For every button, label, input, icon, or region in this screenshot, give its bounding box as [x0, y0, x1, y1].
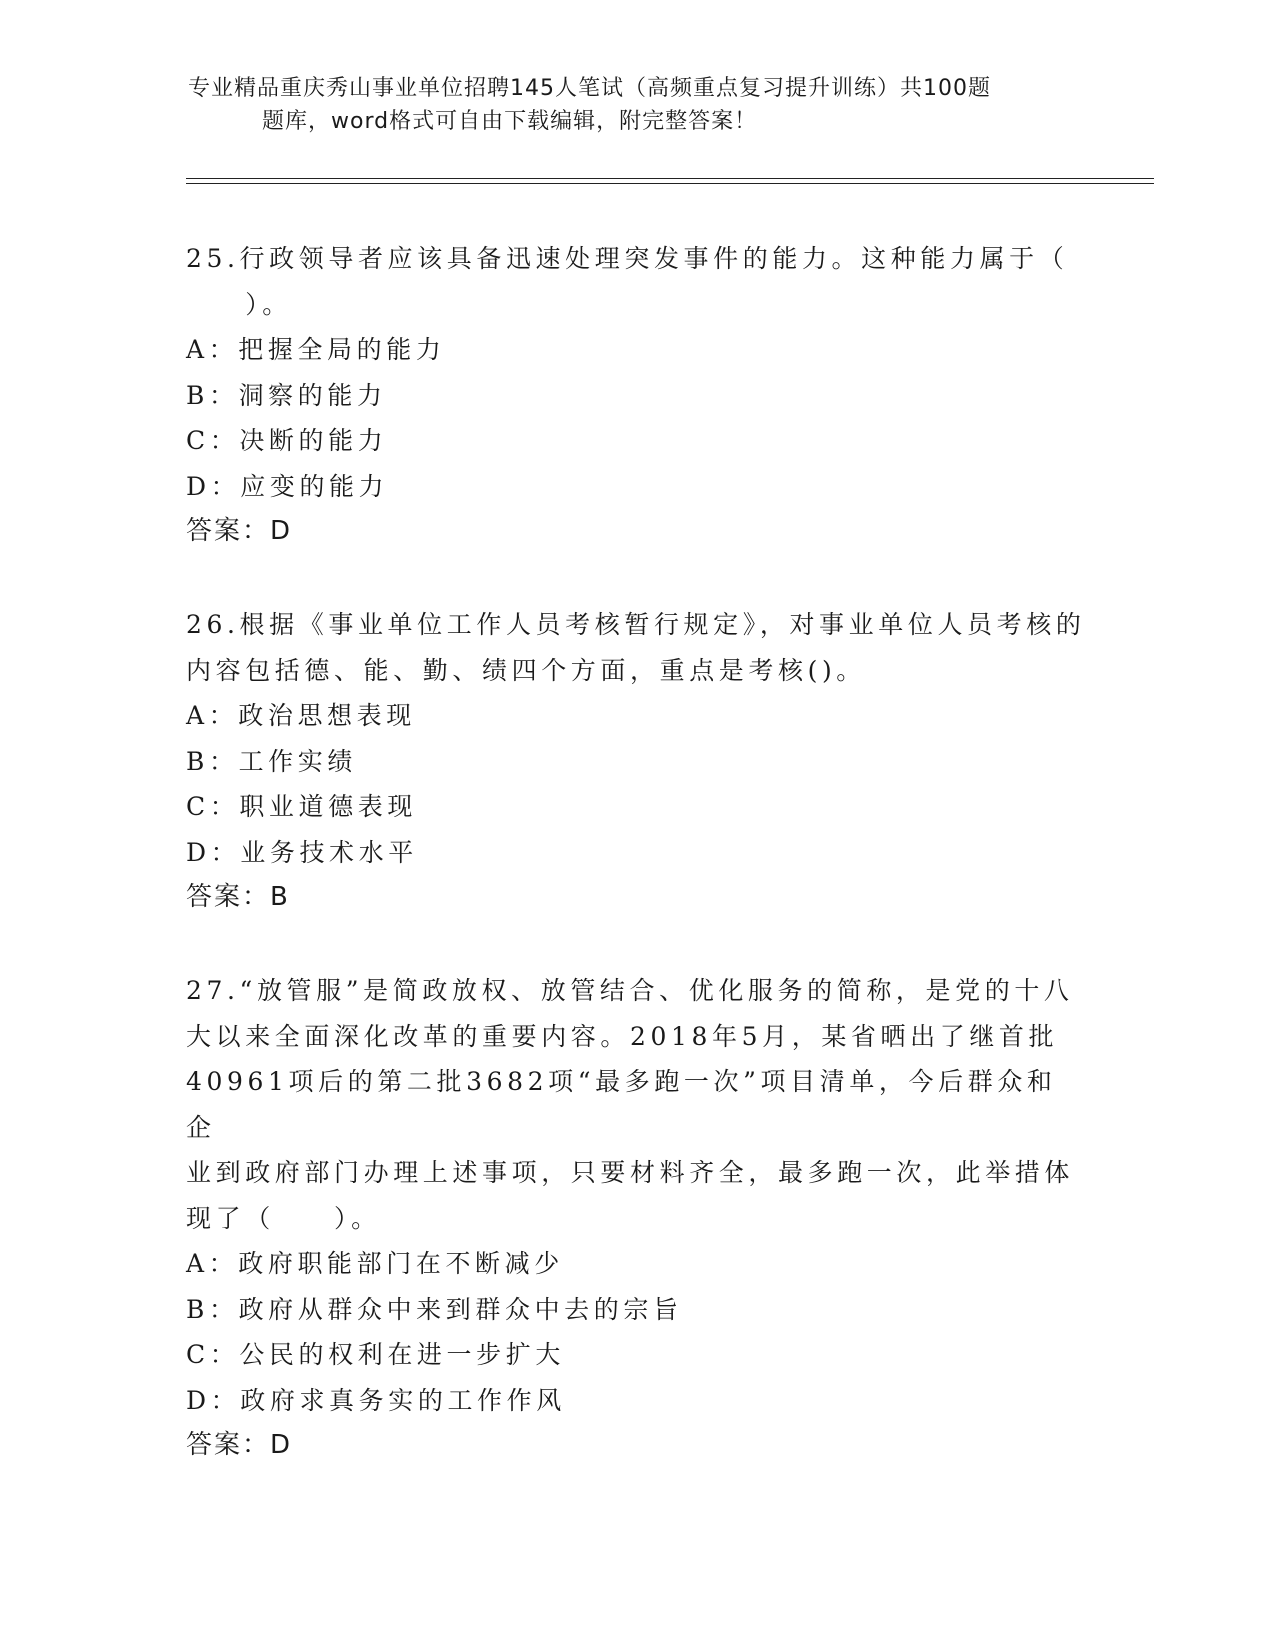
option-b: B：工作实绩 [186, 746, 357, 776]
option-a: A：政府职能部门在不断减少 [186, 1249, 564, 1278]
answer: 答案：D [186, 516, 293, 546]
header-title-line1: 专业精品重庆秀山事业单位招聘145人笔试（高频重点复习提升训练）共100题 [188, 76, 991, 101]
question-stem-line: 大以来全面深化改革的重要内容。2018年5月，某省晒出了继首批 [186, 1021, 1059, 1051]
option-d: D：业务技术水平 [186, 837, 418, 867]
question-stem-line: 现了（ ）。 [186, 1203, 381, 1233]
header-title-line2: 题库，word格式可自由下载编辑，附完整答案！ [262, 109, 758, 134]
option-a: A：把握全局的能力 [186, 335, 446, 364]
question-25 [186, 236, 1086, 555]
option-b: B：政府从群众中来到群众中去的宗旨 [186, 1294, 683, 1324]
question-stem-line: 26.根据《事业单位工作人员考核暂行规定》，对事业单位人员考核的 [186, 610, 1086, 639]
option-c: C：职业道德表现 [186, 792, 417, 821]
question-26 [186, 602, 1086, 921]
header-divider-top [186, 178, 1154, 179]
question-stem-line: 内容包括德、能、勤、绩四个方面，重点是考核()。 [186, 655, 866, 685]
question-stem-line: 27.“放管服”是简政放权、放管结合、优化服务的简称，是党的十八 [186, 976, 1074, 1005]
question-stem-line: 40961项后的第二批3682项“最多跑一次”项目清单，今后群众和企 [186, 1067, 1057, 1142]
question-stem-line: 25.行政领导者应该具备迅速处理突发事件的能力。这种能力属于（ [186, 244, 1069, 273]
option-a: A：政治思想表现 [186, 701, 416, 730]
document-header [188, 72, 1068, 138]
option-b: B：洞察的能力 [186, 380, 387, 410]
header-divider-bottom [186, 183, 1154, 184]
option-c: C：公民的权利在进一步扩大 [186, 1340, 565, 1369]
option-d: D：应变的能力 [186, 471, 389, 501]
option-d: D：政府求真务实的工作作风 [186, 1385, 566, 1415]
option-c: C：决断的能力 [186, 426, 388, 455]
question-27 [186, 968, 1086, 1469]
question-stem-line: 业到政府部门办理上述事项，只要材料齐全，最多跑一次，此举措体 [186, 1158, 1075, 1187]
answer: 答案：D [186, 1430, 293, 1460]
answer: 答案：B [186, 882, 290, 912]
question-stem-line: ）。 [186, 289, 292, 319]
